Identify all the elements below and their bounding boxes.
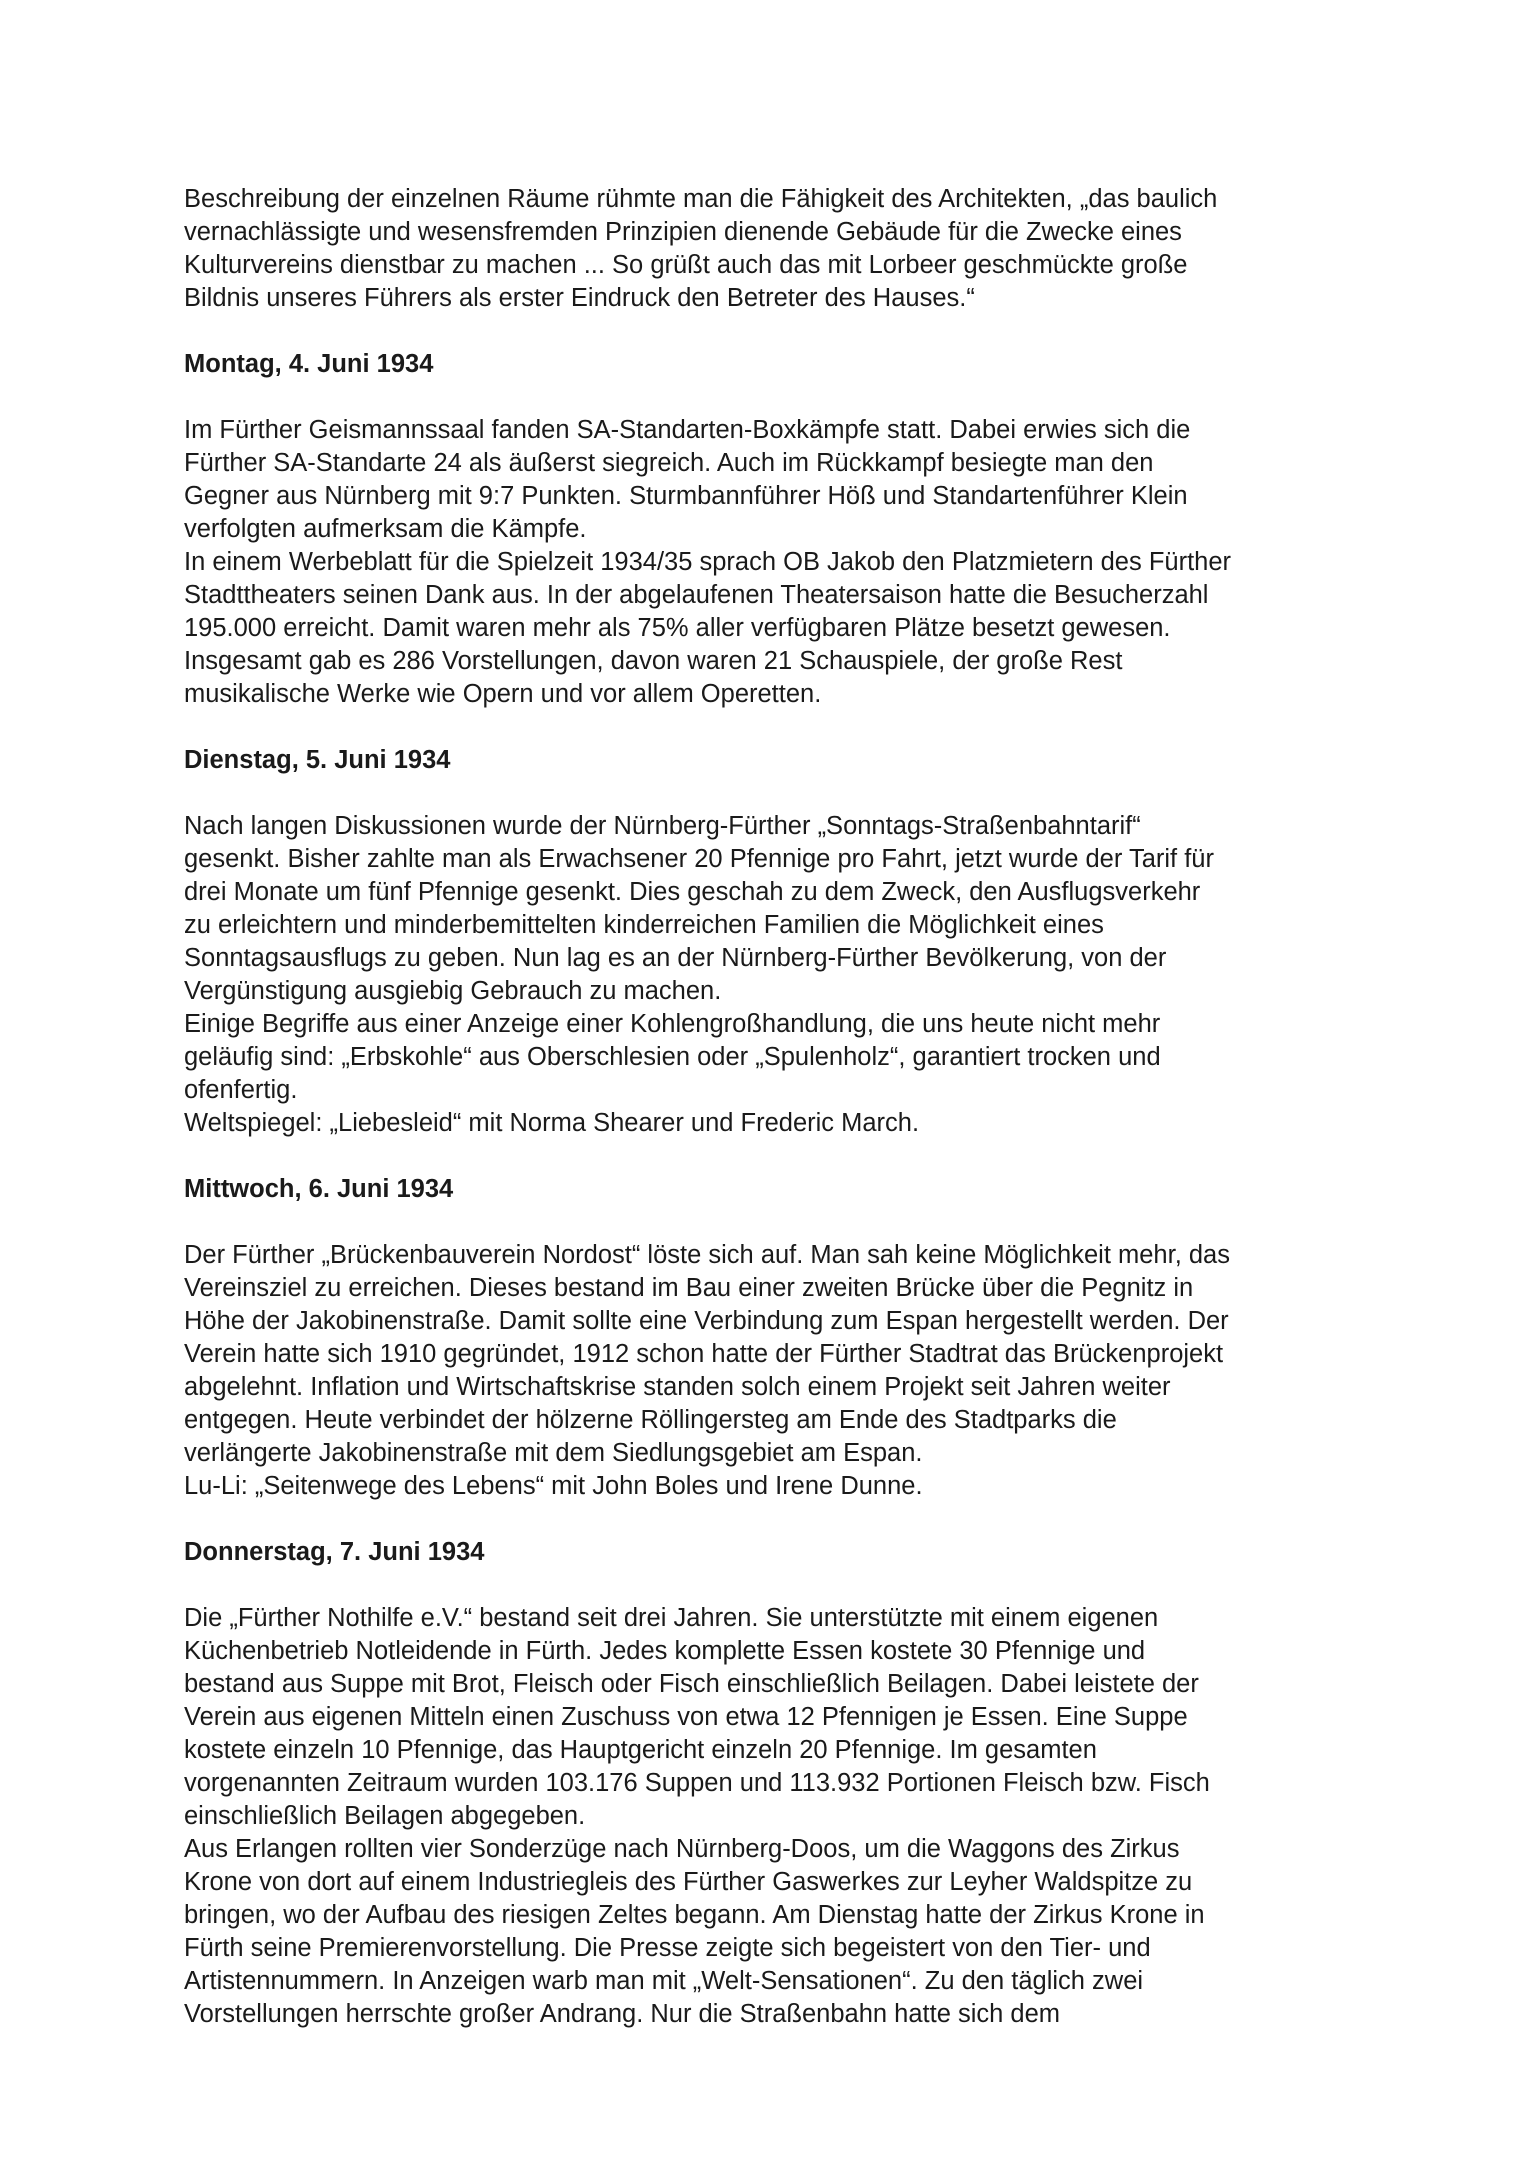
text-line: Verein aus eigenen Mitteln einen Zuschuss von etwa 12 Pfennigen je Essen. Eine Suppe bbox=[184, 1703, 1188, 1731]
paragraph bbox=[184, 414, 1364, 711]
text-line: kostete einzeln 10 Pfennige, das Hauptgericht einzeln 20 Pfennige. Im gesamten bbox=[184, 1736, 1097, 1764]
text-line: gesenkt. Bisher zahlte man als Erwachsener 20 Pfennige pro Fahrt, jetzt wurde der Tarif für bbox=[184, 845, 1214, 873]
text-line: Vereinsziel zu erreichen. Dieses bestand im Bau einer zweiten Brücke über die Pegnitz in bbox=[184, 1274, 1194, 1302]
date-heading: Montag, 4. Juni 1934 bbox=[184, 350, 434, 378]
date-heading: Donnerstag, 7. Juni 1934 bbox=[184, 1538, 485, 1566]
text-line: Beschreibung der einzelnen Räume rühmte man die Fähigkeit des Architekten, „das baulich bbox=[184, 185, 1218, 213]
paragraph bbox=[184, 183, 1364, 315]
text-line: 195.000 erreicht. Damit waren mehr als 75% aller verfügbaren Plätze besetzt gewesen. bbox=[184, 614, 1171, 642]
text-line: einschließlich Beilagen abgegeben. bbox=[184, 1802, 586, 1830]
spacer bbox=[184, 381, 1364, 414]
text-line: Küchenbetrieb Notleidende in Fürth. Jedes komplette Essen kostete 30 Pfennige und bbox=[184, 1637, 1146, 1665]
text-line: verlängerte Jakobinenstraße mit dem Siedlungsgebiet am Espan. bbox=[184, 1439, 923, 1467]
text-line: Die „Fürther Nothilfe e.V.“ bestand seit drei Jahren. Sie unterstützte mit einem eigenen bbox=[184, 1604, 1159, 1632]
text-line: drei Monate um fünf Pfennige gesenkt. Dies geschah zu dem Zweck, den Ausflugsverkehr bbox=[184, 878, 1201, 906]
spacer bbox=[184, 315, 1364, 348]
text-line: Im Fürther Geismannssaal fanden SA-Standarten-Boxkämpfe statt. Dabei erwies sich die bbox=[184, 416, 1191, 444]
paragraph bbox=[184, 1602, 1364, 2031]
text-line: vernachlässigte und wesensfremden Prinzipien dienende Gebäude für die Zwecke eines bbox=[184, 218, 1182, 246]
text-line: Aus Erlangen rollten vier Sonderzüge nach Nürnberg-Doos, um die Waggons des Zirkus bbox=[184, 1835, 1180, 1863]
text-line: Höhe der Jakobinenstraße. Damit sollte eine Verbindung zum Espan hergestellt werden. Der bbox=[184, 1307, 1229, 1335]
spacer bbox=[184, 711, 1364, 744]
text-line: verfolgten aufmerksam die Kämpfe. bbox=[184, 515, 587, 543]
text-line: abgelehnt. Inflation und Wirtschaftskrise standen solch einem Projekt seit Jahren weiter bbox=[184, 1373, 1171, 1401]
text-line: Sonntagsausflugs zu geben. Nun lag es an der Nürnberg-Fürther Bevölkerung, von der bbox=[184, 944, 1167, 972]
text-line: Insgesamt gab es 286 Vorstellungen, davon waren 21 Schauspiele, der große Rest bbox=[184, 647, 1123, 675]
text-line: musikalische Werke wie Opern und vor allem Operetten. bbox=[184, 680, 822, 708]
text-line: Gegner aus Nürnberg mit 9:7 Punkten. Sturmbannführer Höß und Standartenführer Klein bbox=[184, 482, 1188, 510]
text-line: Stadttheaters seinen Dank aus. In der abgelaufenen Theatersaison hatte die Besucherzahl bbox=[184, 581, 1209, 609]
text-line: Kulturvereins dienstbar zu machen ... So grüßt auch das mit Lorbeer geschmückte große bbox=[184, 251, 1188, 279]
date-heading: Dienstag, 5. Juni 1934 bbox=[184, 746, 451, 774]
text-line: zu erleichtern und minderbemittelten kinderreichen Familien die Möglichkeit eines bbox=[184, 911, 1104, 939]
text-line: Artistennummern. In Anzeigen warb man mit „Welt-Sensationen“. Zu den täglich zwei bbox=[184, 1967, 1144, 1995]
spacer bbox=[184, 1140, 1364, 1173]
text-line: Weltspiegel: „Liebesleid“ mit Norma Shearer und Frederic March. bbox=[184, 1109, 920, 1137]
paragraph bbox=[184, 1239, 1364, 1503]
text-line: Der Fürther „Brückenbauverein Nordost“ löste sich auf. Man sah keine Möglichkeit mehr, das bbox=[184, 1241, 1230, 1269]
text-line: Einige Begriffe aus einer Anzeige einer Kohlengroßhandlung, die uns heute nicht mehr bbox=[184, 1010, 1161, 1038]
text-line: Vergünstigung ausgiebig Gebrauch zu machen. bbox=[184, 977, 722, 1005]
text-line: Nach langen Diskussionen wurde der Nürnberg-Fürther „Sonntags-Straßenbahntarif“ bbox=[184, 812, 1141, 840]
text-line: bestand aus Suppe mit Brot, Fleisch oder Fisch einschließlich Beilagen. Dabei leistete der bbox=[184, 1670, 1199, 1698]
text-line: geläufig sind: „Erbskohle“ aus Oberschlesien oder „Spulenholz“, garantiert trocken und bbox=[184, 1043, 1161, 1071]
text-line: Vorstellungen herrschte großer Andrang. Nur die Straßenbahn hatte sich dem bbox=[184, 2000, 1061, 2028]
text-line: Fürther SA-Standarte 24 als äußerst siegreich. Auch im Rückkampf besiegte man den bbox=[184, 449, 1154, 477]
text-line: entgegen. Heute verbindet der hölzerne Röllingersteg am Ende des Stadtparks die bbox=[184, 1406, 1117, 1434]
spacer bbox=[184, 1206, 1364, 1239]
document-body bbox=[184, 183, 1364, 2031]
text-line: bringen, wo der Aufbau des riesigen Zeltes begann. Am Dienstag hatte der Zirkus Krone in bbox=[184, 1901, 1205, 1929]
text-line: Bildnis unseres Führers als erster Eindruck den Betreter des Hauses.“ bbox=[184, 284, 975, 312]
text-line: Verein hatte sich 1910 gegründet, 1912 schon hatte der Fürther Stadtrat das Brückenprojekt bbox=[184, 1340, 1224, 1368]
text-line: Lu-Li: „Seitenwege des Lebens“ mit John Boles und Irene Dunne. bbox=[184, 1472, 923, 1500]
spacer bbox=[184, 777, 1364, 810]
text-line: Krone von dort auf einem Industriegleis des Fürther Gaswerkes zur Leyher Waldspitze zu bbox=[184, 1868, 1193, 1896]
text-line: ofenfertig. bbox=[184, 1076, 298, 1104]
spacer bbox=[184, 1503, 1364, 1536]
text-line: vorgenannten Zeitraum wurden 103.176 Suppen und 113.932 Portionen Fleisch bzw. Fisch bbox=[184, 1769, 1210, 1797]
spacer bbox=[184, 1569, 1364, 1602]
text-line: In einem Werbeblatt für die Spielzeit 1934/35 sprach OB Jakob den Platzmietern des Fürther bbox=[184, 548, 1232, 576]
paragraph bbox=[184, 810, 1364, 1140]
text-line: Fürth seine Premierenvorstellung. Die Presse zeigte sich begeistert von den Tier- und bbox=[184, 1934, 1151, 1962]
date-heading: Mittwoch, 6. Juni 1934 bbox=[184, 1175, 454, 1203]
